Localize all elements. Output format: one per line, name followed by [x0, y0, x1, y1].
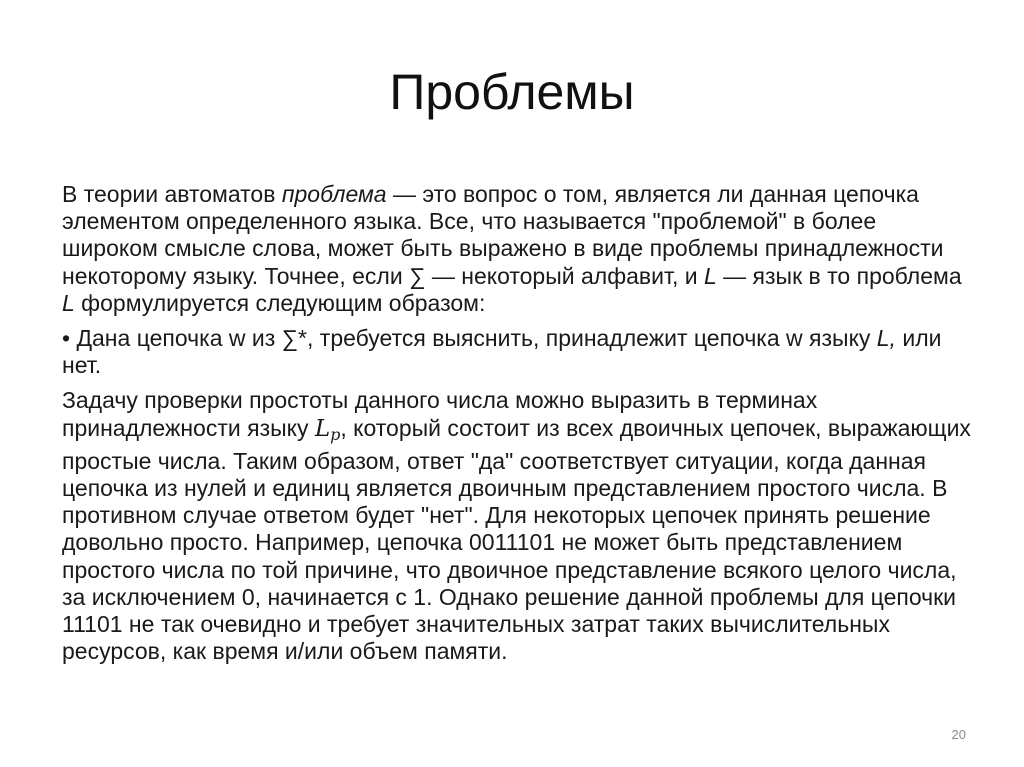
slide-title: Проблемы — [389, 64, 635, 120]
para2-text-1: Задачу проверки простоты данного числа можно выразить в терминах принадлежности языку — [62, 387, 818, 441]
bullet-text-2: или нет. — [62, 325, 942, 379]
bullet-item — [62, 325, 972, 379]
para1-text-3: формулируется следующим образом: — [74, 289, 486, 316]
slide-body — [62, 181, 972, 673]
math-L-subscript: p — [330, 424, 341, 444]
paragraph-prime-example — [62, 387, 972, 665]
language-symbol-L: L — [703, 262, 717, 289]
para1-text-2: — язык в то проблема — [716, 262, 962, 289]
page-number: 20 — [951, 727, 966, 742]
language-symbol-L-2: L — [62, 289, 75, 316]
math-language-Lp — [315, 416, 341, 442]
italic-term-problem: проблема — [281, 181, 387, 207]
paragraph-definition — [62, 181, 972, 317]
para2-text-2: , который состоит из всех двоичных цепочек, выражающих простые числа. Таким образом, ответ "да" соответствует ситуации, когда данная цепочка из нулей и единиц является двоичным представлением простого числа. В противном случае ответом будет "нет". Для некоторых цепочек принять решение довольно просто. Например, цепочка 0011101 не может быть представлением простого числа по той причине, что двоичное представление всякого целого числа, за исключением 0, начинается с 1. Однако решение данной проблемы для цепочки 11101 не так очевидно и требует значительных затрат таких вычислительных ресурсов, как время и/или объем памяти. — [62, 414, 971, 665]
bullet-text-1: • Дана цепочка w из ∑*, требуется выяснить, принадлежит цепочка w языку — [62, 325, 877, 352]
bullet-language-symbol: L, — [876, 325, 896, 352]
para1-text-start: В теории автоматов — [62, 181, 282, 207]
para1-text-1: — это вопрос о том, является ли данная цепочка элементом определенного языка. Все, что называется "проблемой" в более широком смысле слова, может быть выражено в виде проблемы принадлежности некоторому языку. Точнее, если ∑ — некоторый алфавит, и — [62, 181, 944, 289]
math-L-base: L — [314, 415, 331, 442]
